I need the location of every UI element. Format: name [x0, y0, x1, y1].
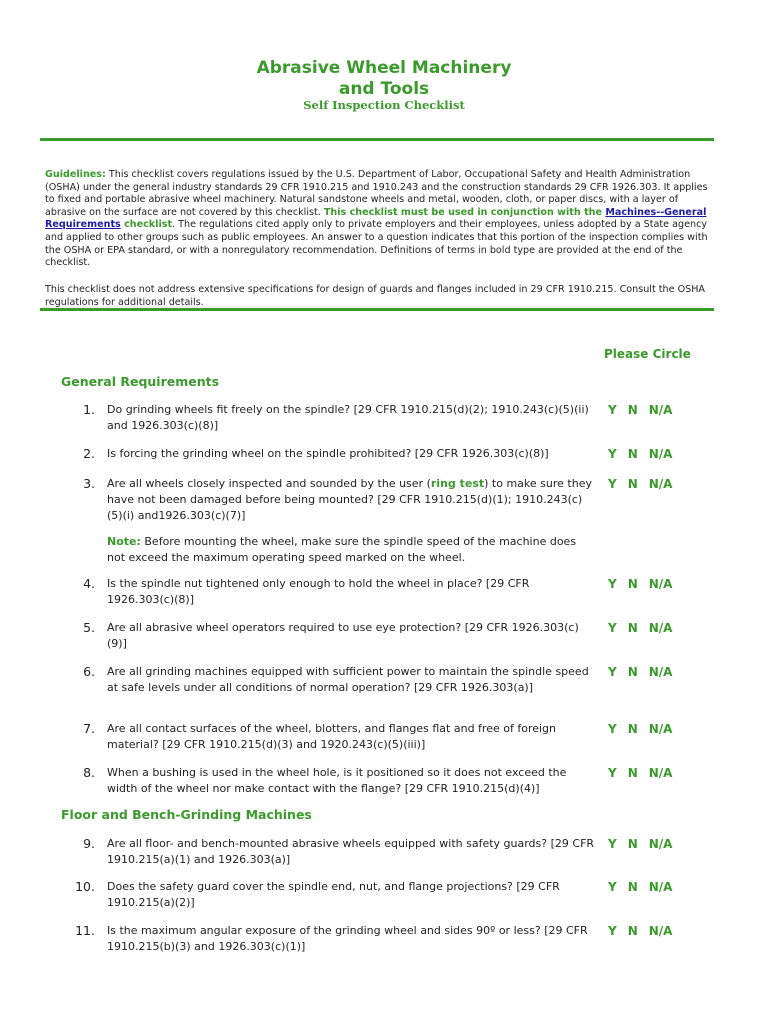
- answer-options: [608, 476, 683, 492]
- answer-options: [608, 836, 683, 852]
- document-subtitle: Self Inspection Checklist: [303, 98, 465, 112]
- answer-na[interactable]: N/A: [648, 577, 673, 591]
- item-question: Are all contact surfaces of the wheel, blotters, and flanges flat and free of foreign material? [29 CFR 1910.215(d)(3) and 1920.243(c)(5)(iii)]: [107, 722, 556, 751]
- section-title-floor-bench-grinding: Floor and Bench-Grinding Machines: [61, 807, 312, 822]
- answer-na[interactable]: N/A: [648, 722, 673, 736]
- document-title-line1: Abrasive Wheel Machinery: [256, 58, 512, 78]
- answer-options: [608, 620, 683, 636]
- guidelines-text: This checklist covers regulations issued by the U.S. Department of Labor, Occupational Safety and Health Administration (OSHA) under the general industry standards 29 CFR 1910.215 and 1910.243 and the construction standards 29 CFR 1926.303. It applies to fixed and portable abrasive wheel machinery. Natural sandstone wheels and metal, wooden, cloth, or paper discs, with a layer of abrasive on the surface are not covered by this checklist.: [45, 169, 708, 218]
- item-number: 3.: [83, 476, 95, 491]
- answer-options: [608, 923, 683, 939]
- answer-na[interactable]: N/A: [648, 621, 673, 635]
- answer-yes[interactable]: Y: [608, 924, 617, 938]
- answer-no[interactable]: N: [627, 403, 638, 417]
- item-number: 4.: [83, 576, 95, 591]
- item-number: 8.: [83, 765, 95, 780]
- item-question: Are all abrasive wheel operators required to use eye protection? [29 CFR 1926.303(c)(9)]: [107, 621, 579, 650]
- answer-na[interactable]: N/A: [648, 880, 673, 894]
- guidelines-text-continued: . The regulations cited apply only to private employers and their employees, unless adopted by a State agency and applied to other groups such as public employees. An answer to a question indicates that this portion of the inspection complies with the OSHA or EPA standard, or with a nonregulatory recommendation. Definitions of terms in bold type are provided at the end of the checklist.: [45, 219, 708, 269]
- answer-yes[interactable]: Y: [608, 722, 617, 736]
- answer-no[interactable]: N: [627, 477, 638, 491]
- item-number: 6.: [83, 664, 95, 679]
- answer-na[interactable]: N/A: [648, 447, 673, 461]
- answer-options: [608, 576, 683, 592]
- answer-options: [608, 765, 683, 781]
- answer-options: [608, 721, 683, 737]
- answer-options: [608, 446, 683, 462]
- answer-options: [608, 664, 683, 680]
- bottom-divider: [40, 308, 714, 311]
- answer-na[interactable]: N/A: [648, 924, 673, 938]
- answer-no[interactable]: N: [627, 837, 638, 851]
- answer-na[interactable]: N/A: [648, 665, 673, 679]
- item-question: Is forcing the grinding wheel on the spindle prohibited? [29 CFR 1926.303(c)(8)]: [107, 447, 549, 460]
- note-text: Before mounting the wheel, make sure the spindle speed of the machine does not exceed the maximum operating speed marked on the wheel.: [107, 535, 577, 564]
- item-question-part: ) to make sure they have not been damaged before being mounted? [29 CFR 1910.215(d)(1); 1910.243(c)(5)(i) and1926.303(c)(7)]: [107, 477, 592, 522]
- item-question: Is the spindle nut tightened only enough to hold the wheel in place? [29 CFR 1926.303(c)(8)]: [107, 577, 530, 606]
- machines-general-requirements-link[interactable]: Machines--General Requirements: [45, 206, 707, 231]
- answer-no[interactable]: N: [627, 924, 638, 938]
- note-label: Note:: [107, 535, 141, 548]
- item-number: 10.: [75, 879, 95, 894]
- item-number: 11.: [75, 923, 95, 938]
- item-number: 1.: [83, 402, 95, 417]
- guidelines-emphasis-end: checklist: [120, 219, 173, 231]
- answer-no[interactable]: N: [627, 447, 638, 461]
- answer-yes[interactable]: Y: [608, 665, 617, 679]
- answer-yes[interactable]: Y: [608, 766, 617, 780]
- guidelines-emphasis: This checklist must be used in conjunction with the: [323, 206, 606, 218]
- scope-paragraph: This checklist does not address extensive specifications for design of guards and flanges included in 29 CFR 1910.215. Consult the OSHA regulations for additional details.: [45, 284, 705, 308]
- item-number: 9.: [83, 836, 95, 851]
- answer-na[interactable]: N/A: [648, 837, 673, 851]
- item-number: 7.: [83, 721, 95, 736]
- answer-no[interactable]: N: [627, 880, 638, 894]
- answer-yes[interactable]: Y: [608, 837, 617, 851]
- answer-options: [608, 879, 683, 895]
- item-question-part: Are all wheels closely inspected and sounded by the user (: [107, 477, 431, 490]
- answer-yes[interactable]: Y: [608, 577, 617, 591]
- section-title-general-requirements: General Requirements: [61, 374, 220, 389]
- answer-yes[interactable]: Y: [608, 477, 617, 491]
- answer-na[interactable]: N/A: [648, 766, 673, 780]
- ring-test-term: ring test: [430, 477, 485, 490]
- answer-na[interactable]: N/A: [648, 477, 673, 491]
- document-title-line2: and Tools: [338, 79, 430, 99]
- answer-yes[interactable]: Y: [608, 880, 617, 894]
- guidelines-paragraph: [45, 169, 715, 270]
- item-question: Is the maximum angular exposure of the grinding wheel and sides 90º or less? [29 CFR 1910.215(b)(3) and 1926.303(c)(1)]: [107, 924, 588, 953]
- item-question: Are all grinding machines equipped with sufficient power to maintain the spindle speed at safe levels under all conditions of normal operation? [29 CFR 1926.303(a)]: [107, 665, 589, 694]
- item-number: 2.: [83, 446, 95, 461]
- item-question: Does the safety guard cover the spindle end, nut, and flange projections? [29 CFR 1910.215(a)(2)]: [107, 880, 560, 909]
- answer-no[interactable]: N: [627, 665, 638, 679]
- item-question: Do grinding wheels fit freely on the spindle? [29 CFR 1910.215(d)(2); 1910.243(c)(5)(ii) and 1926.303(c)(8)]: [107, 403, 589, 432]
- item-question: [107, 476, 597, 524]
- guidelines-label: Guidelines:: [45, 169, 106, 180]
- answer-no[interactable]: N: [627, 621, 638, 635]
- item-question: Are all floor- and bench-mounted abrasive wheels equipped with safety guards? [29 CFR 1910.215(a)(1) and 1926.303(a)]: [107, 837, 595, 866]
- answer-no[interactable]: N: [627, 577, 638, 591]
- answer-yes[interactable]: Y: [608, 621, 617, 635]
- item-question: When a bushing is used in the wheel hole, is it positioned so it does not exceed the width of the wheel nor make contact with the flange? [29 CFR 1910.215(d)(4)]: [107, 766, 567, 795]
- answer-options: [608, 402, 683, 418]
- top-divider: [40, 138, 714, 141]
- answer-yes[interactable]: Y: [608, 403, 617, 417]
- please-circle-heading: Please Circle: [604, 347, 691, 361]
- answer-yes[interactable]: Y: [608, 447, 617, 461]
- answer-no[interactable]: N: [627, 722, 638, 736]
- item-number: 5.: [83, 620, 95, 635]
- item-note: [107, 534, 597, 566]
- answer-no[interactable]: N: [627, 766, 638, 780]
- answer-na[interactable]: N/A: [648, 403, 673, 417]
